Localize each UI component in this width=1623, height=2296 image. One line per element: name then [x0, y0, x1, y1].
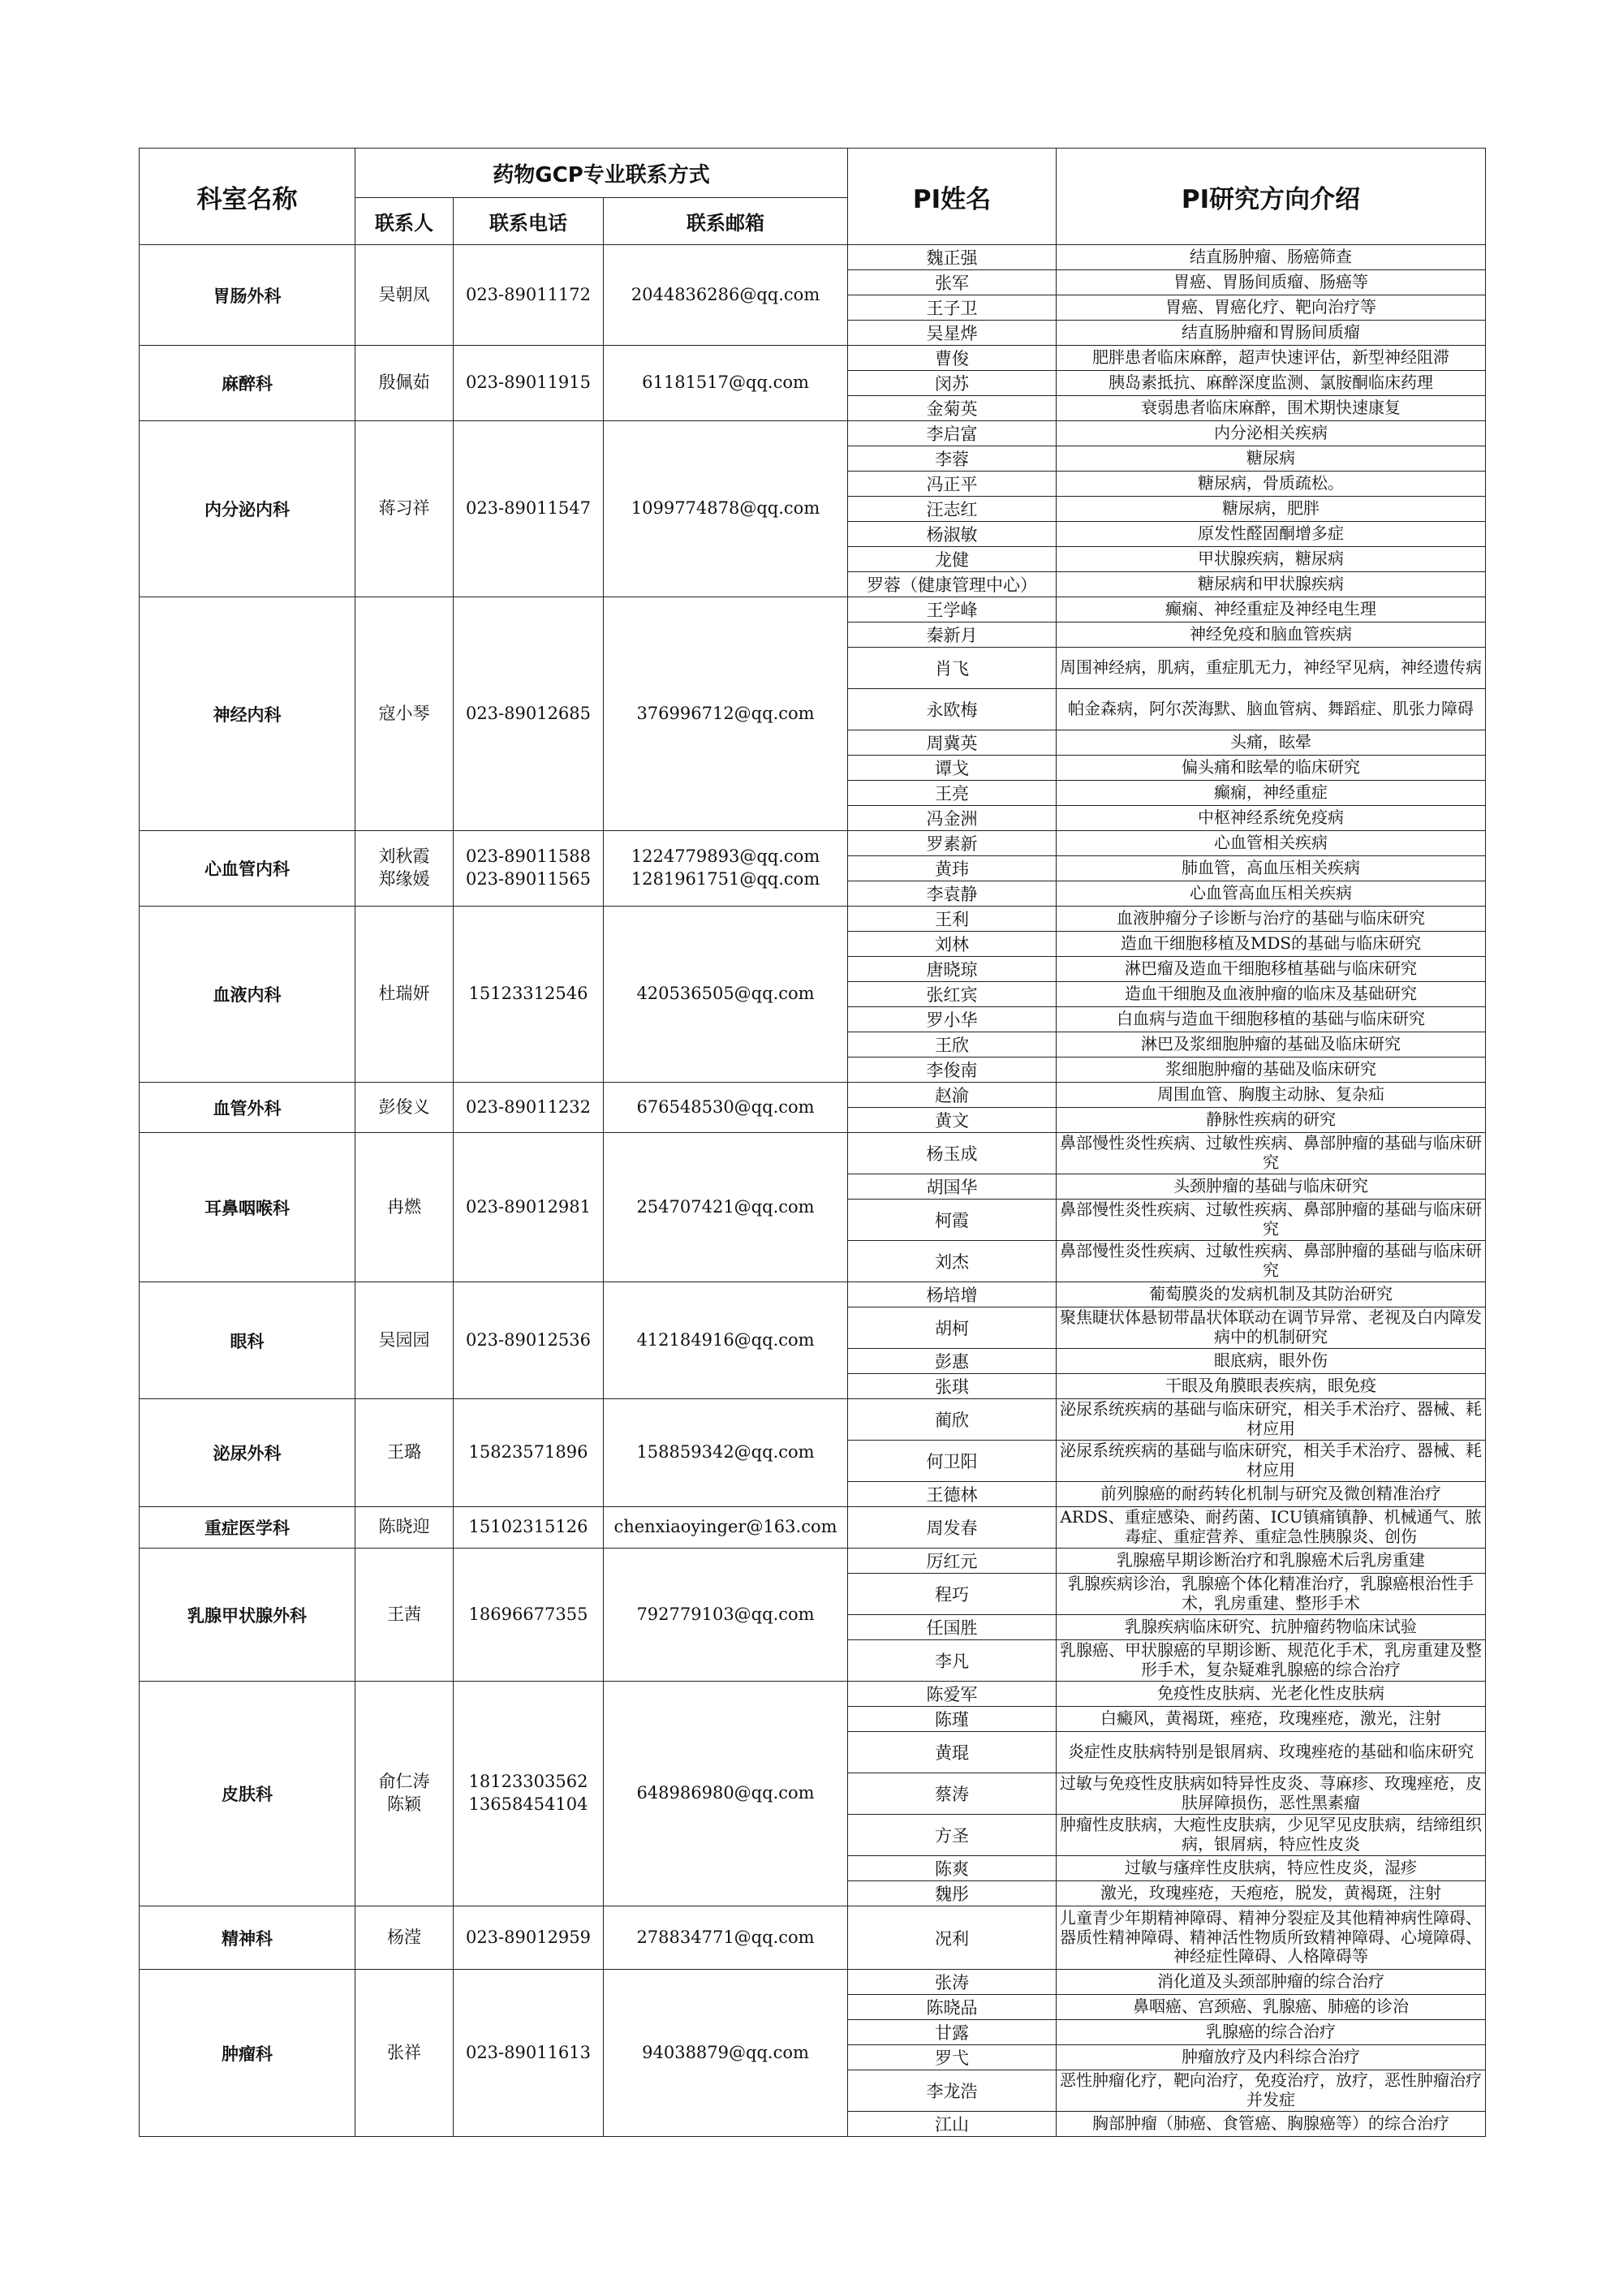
pi-research: 免疫性皮肤病、光老化性皮肤病 [1057, 1682, 1486, 1707]
contact-phone: 023-89011613 [454, 1970, 604, 2137]
pi-research: 泌尿系统疾病的基础与临床研究，相关手术治疗、器械、耗材应用 [1057, 1441, 1486, 1482]
contact-email: 278834771@qq.com [604, 1906, 848, 1970]
pi-research: 造血干细胞及血液肿瘤的临床及基础研究 [1057, 982, 1486, 1007]
pi-name: 谭戈 [848, 756, 1057, 781]
header-dept: 科室名称 [140, 149, 355, 245]
pi-research: 血液肿瘤分子诊断与治疗的基础与临床研究 [1057, 907, 1486, 932]
pi-name: 汪志红 [848, 497, 1057, 522]
pi-name: 江山 [848, 2112, 1057, 2137]
contact-phone: 023-89011588 023-89011565 [454, 831, 604, 907]
contact-email: 676548530@qq.com [604, 1083, 848, 1133]
contact-phone: 023-89011172 [454, 245, 604, 346]
header-contact-person: 联系人 [355, 198, 454, 245]
pi-research: 胃癌、胃癌化疗、靶向治疗等 [1057, 295, 1486, 321]
dept-name: 胃肠外科 [140, 245, 355, 346]
pi-research: 鼻部慢性炎性疾病、过敏性疾病、鼻部肿瘤的基础与临床研究 [1057, 1133, 1486, 1174]
pi-research: 内分泌相关疾病 [1057, 421, 1486, 446]
pi-name: 王利 [848, 907, 1057, 932]
pi-name: 周发春 [848, 1507, 1057, 1549]
pi-research: 甲状腺疾病，糖尿病 [1057, 547, 1486, 572]
pi-name: 龙健 [848, 547, 1057, 572]
pi-name: 任国胜 [848, 1615, 1057, 1640]
pi-name: 冯正平 [848, 472, 1057, 497]
pi-research: 干眼及角膜眼表疾病，眼免疫 [1057, 1374, 1486, 1399]
pi-name: 金菊英 [848, 396, 1057, 421]
contact-email: 158859342@qq.com [604, 1399, 848, 1507]
pi-research: 肥胖患者临床麻醉，超声快速评估，新型神经阻滞 [1057, 346, 1486, 371]
pi-research: 泌尿系统疾病的基础与临床研究，相关手术治疗、器械、耗材应用 [1057, 1399, 1486, 1441]
pi-research: 过敏与瘙痒性皮肤病，特应性皮炎，湿疹 [1057, 1856, 1486, 1881]
contact-email: 1224779893@qq.com 1281961751@qq.com [604, 831, 848, 907]
pi-name: 胡柯 [848, 1307, 1057, 1349]
table-row [140, 1399, 1486, 1441]
contact-email: 2044836286@qq.com [604, 245, 848, 346]
contact-person: 刘秋霞 郑缘媛 [355, 831, 454, 907]
pi-research: 浆细胞肿瘤的基础及临床研究 [1057, 1058, 1486, 1083]
pi-name: 罗素新 [848, 831, 1057, 856]
pi-research: 乳腺疾病诊治，乳腺癌个体化精准治疗，乳腺癌根治性手术，乳房重建、整形手术 [1057, 1574, 1486, 1615]
dept-name: 泌尿外科 [140, 1399, 355, 1507]
pi-research: 消化道及头颈部肿瘤的综合治疗 [1057, 1970, 1486, 1995]
table-row [140, 245, 1486, 270]
table-row [140, 1083, 1486, 1108]
pi-research: 乳腺癌早期诊断治疗和乳腺癌术后乳房重建 [1057, 1549, 1486, 1574]
contact-phone: 023-89011232 [454, 1083, 604, 1133]
pi-name: 彭惠 [848, 1349, 1057, 1374]
pi-name: 杨玉成 [848, 1133, 1057, 1174]
pi-name: 李蓉 [848, 446, 1057, 472]
dept-name: 耳鼻咽喉科 [140, 1133, 355, 1282]
contact-person: 陈晓迎 [355, 1507, 454, 1549]
contact-phone: 15123312546 [454, 907, 604, 1083]
pi-name: 李凡 [848, 1640, 1057, 1682]
dept-name: 乳腺甲状腺外科 [140, 1549, 355, 1682]
pi-research: 癫痫、神经重症及神经电生理 [1057, 597, 1486, 622]
contact-person: 冉燃 [355, 1133, 454, 1282]
contact-phone: 023-89012959 [454, 1906, 604, 1970]
contact-person: 殷佩茹 [355, 346, 454, 421]
contact-person: 张祥 [355, 1970, 454, 2137]
pi-research: 结直肠肿瘤、肠癌筛查 [1057, 245, 1486, 270]
pi-name: 秦新月 [848, 622, 1057, 648]
table-row [140, 597, 1486, 622]
pi-research: 白癜风，黄褐斑，痤疮，玫瑰痤疮，激光，注射 [1057, 1707, 1486, 1732]
pi-name: 甘露 [848, 2020, 1057, 2045]
header-email: 联系邮箱 [604, 198, 848, 245]
contact-phone: 023-89011915 [454, 346, 604, 421]
pi-research: 中枢神经系统免疫病 [1057, 806, 1486, 831]
pi-name: 陈瑾 [848, 1707, 1057, 1732]
pi-name: 陈晓品 [848, 1995, 1057, 2020]
pi-research: 衰弱患者临床麻醉，围术期快速康复 [1057, 396, 1486, 421]
header-pi-research: PI研究方向介绍 [1057, 149, 1486, 245]
table-row [140, 1133, 1486, 1174]
pi-research: 胰岛素抵抗、麻醉深度监测、氯胺酮临床药理 [1057, 371, 1486, 396]
table-row [140, 831, 1486, 856]
pi-name: 厉红元 [848, 1549, 1057, 1574]
header-contact-group: 药物GCP专业联系方式 [355, 149, 848, 198]
pi-name: 罗蓉（健康管理中心） [848, 572, 1057, 597]
contact-phone: 18123303562 13658454104 [454, 1682, 604, 1906]
table-row [140, 1906, 1486, 1970]
pi-name: 张琪 [848, 1374, 1057, 1399]
table-body [140, 245, 1486, 2137]
pi-research: 肿瘤放疗及内科综合治疗 [1057, 2045, 1486, 2070]
pi-name: 王学峰 [848, 597, 1057, 622]
contact-email: 792779103@qq.com [604, 1549, 848, 1682]
dept-name: 心血管内科 [140, 831, 355, 907]
pi-name: 黄玮 [848, 856, 1057, 881]
pi-name: 罗弋 [848, 2045, 1057, 2070]
pi-research: 乳腺癌、甲状腺癌的早期诊断、规范化手术，乳房重建及整形手术，复杂疑难乳腺癌的综合治疗 [1057, 1640, 1486, 1682]
contact-email: 254707421@qq.com [604, 1133, 848, 1282]
pi-research: 心血管相关疾病 [1057, 831, 1486, 856]
dept-name: 神经内科 [140, 597, 355, 831]
pi-research: 乳腺疾病临床研究、抗肿瘤药物临床试验 [1057, 1615, 1486, 1640]
pi-name: 吴星烨 [848, 321, 1057, 346]
dept-name: 重症医学科 [140, 1507, 355, 1549]
contact-person: 彭俊义 [355, 1083, 454, 1133]
contact-email: 1099774878@qq.com [604, 421, 848, 597]
pi-research: 癫痫，神经重症 [1057, 781, 1486, 806]
pi-name: 魏正强 [848, 245, 1057, 270]
pi-name: 冯金洲 [848, 806, 1057, 831]
dept-name: 眼科 [140, 1282, 355, 1399]
contact-phone: 023-89012536 [454, 1282, 604, 1399]
pi-research: 结直肠肿瘤和胃肠间质瘤 [1057, 321, 1486, 346]
pi-research: 心血管高血压相关疾病 [1057, 881, 1486, 907]
pi-name: 李启富 [848, 421, 1057, 446]
pi-research: 造血干细胞移植及MDS的基础与临床研究 [1057, 932, 1486, 957]
pi-research: 鼻咽癌、宫颈癌、乳腺癌、肺癌的诊治 [1057, 1995, 1486, 2020]
pi-research: 原发性醛固酮增多症 [1057, 522, 1486, 547]
pi-name: 魏彤 [848, 1881, 1057, 1906]
pi-name: 蔡涛 [848, 1773, 1057, 1815]
pi-name: 黄文 [848, 1108, 1057, 1133]
pi-name: 唐晓琼 [848, 957, 1057, 982]
pi-research: 鼻部慢性炎性疾病、过敏性疾病、鼻部肿瘤的基础与临床研究 [1057, 1241, 1486, 1282]
pi-research: 头痛，眩晕 [1057, 730, 1486, 756]
pi-research: 静脉性疾病的研究 [1057, 1108, 1486, 1133]
pi-name: 胡国华 [848, 1174, 1057, 1200]
contact-email: 61181517@qq.com [604, 346, 848, 421]
pi-research: 葡萄膜炎的发病机制及其防治研究 [1057, 1282, 1486, 1307]
pi-research: 糖尿病和甲状腺疾病 [1057, 572, 1486, 597]
pi-research: 淋巴瘤及造血干细胞移植基础与临床研究 [1057, 957, 1486, 982]
contact-person: 吴朝凤 [355, 245, 454, 346]
pi-research: 偏头痛和眩晕的临床研究 [1057, 756, 1486, 781]
pi-name: 李龙浩 [848, 2070, 1057, 2112]
dept-name: 皮肤科 [140, 1682, 355, 1906]
pi-research: 儿童青少年期精神障碍、精神分裂症及其他精神病性障碍、器质性精神障碍、精神活性物质所致精神障碍、心境障碍、神经症性障碍、人格障碍等 [1057, 1906, 1486, 1970]
pi-research: 炎症性皮肤病特别是银屑病、玫瑰痤疮的基础和临床研究 [1057, 1732, 1486, 1773]
header-phone: 联系电话 [454, 198, 604, 245]
pi-name: 周冀英 [848, 730, 1057, 756]
pi-research: 聚焦睫状体悬韧带晶状体联动在调节异常、老视及白内障发病中的机制研究 [1057, 1307, 1486, 1349]
pi-name: 程巧 [848, 1574, 1057, 1615]
pi-name: 永欧梅 [848, 689, 1057, 730]
table-row [140, 421, 1486, 446]
contact-email: 376996712@qq.com [604, 597, 848, 831]
pi-name: 陈爱军 [848, 1682, 1057, 1707]
pi-research: 鼻部慢性炎性疾病、过敏性疾病、鼻部肿瘤的基础与临床研究 [1057, 1200, 1486, 1241]
pi-name: 李俊南 [848, 1058, 1057, 1083]
contact-phone: 18696677355 [454, 1549, 604, 1682]
pi-name: 闵苏 [848, 371, 1057, 396]
dept-name: 麻醉科 [140, 346, 355, 421]
dept-name: 肿瘤科 [140, 1970, 355, 2137]
table-row [140, 1507, 1486, 1549]
pi-name: 赵渝 [848, 1083, 1057, 1108]
table-row [140, 1682, 1486, 1707]
pi-name: 刘杰 [848, 1241, 1057, 1282]
contact-email: 420536505@qq.com [604, 907, 848, 1083]
pi-name: 李袁静 [848, 881, 1057, 907]
pi-research: 白血病与造血干细胞移植的基础与临床研究 [1057, 1007, 1486, 1032]
pi-research: 淋巴及浆细胞肿瘤的基础及临床研究 [1057, 1032, 1486, 1058]
pi-name: 曹俊 [848, 346, 1057, 371]
pi-research: 眼底病，眼外伤 [1057, 1349, 1486, 1374]
contact-phone: 15102315126 [454, 1507, 604, 1549]
dept-name: 精神科 [140, 1906, 355, 1970]
pi-research: 前列腺癌的耐药转化机制与研究及微创精准治疗 [1057, 1482, 1486, 1507]
pi-name: 张军 [848, 270, 1057, 295]
contact-table [139, 148, 1486, 2137]
dept-name: 内分泌内科 [140, 421, 355, 597]
header-pi-name: PI姓名 [848, 149, 1057, 245]
contact-phone: 023-89012685 [454, 597, 604, 831]
contact-email: 412184916@qq.com [604, 1282, 848, 1399]
pi-name: 王欣 [848, 1032, 1057, 1058]
pi-research: 恶性肿瘤化疗，靶向治疗，免疫治疗，放疗，恶性肿瘤治疗并发症 [1057, 2070, 1486, 2112]
pi-research: 胸部肿瘤（肺癌、食管癌、胸腺癌等）的综合治疗 [1057, 2112, 1486, 2137]
pi-name: 王德林 [848, 1482, 1057, 1507]
pi-research: ARDS、重症感染、耐药菌、ICU镇痛镇静、机械通气、脓毒症、重症营养、重症急性胰腺炎、创伤 [1057, 1507, 1486, 1549]
pi-research: 胃癌、胃肠间质瘤、肠癌等 [1057, 270, 1486, 295]
pi-name: 张红宾 [848, 982, 1057, 1007]
pi-research: 头颈肿瘤的基础与临床研究 [1057, 1174, 1486, 1200]
table-row [140, 1549, 1486, 1574]
contact-person: 杜瑞妍 [355, 907, 454, 1083]
pi-name: 罗小华 [848, 1007, 1057, 1032]
pi-research: 过敏与免疫性皮肤病如特异性皮炎、荨麻疹、玫瑰痤疮，皮肤屏障损伤，恶性黑素瘤 [1057, 1773, 1486, 1815]
pi-research: 激光，玫瑰痤疮，天疱疮，脱发，黄褐斑，注射 [1057, 1881, 1486, 1906]
pi-research: 肺血管，高血压相关疾病 [1057, 856, 1486, 881]
pi-name: 黄琨 [848, 1732, 1057, 1773]
pi-name: 陈爽 [848, 1856, 1057, 1881]
pi-name: 王亮 [848, 781, 1057, 806]
contact-person: 吴园园 [355, 1282, 454, 1399]
contact-person: 王璐 [355, 1399, 454, 1507]
pi-research: 帕金森病，阿尔茨海默、脑血管病、舞蹈症、肌张力障碍 [1057, 689, 1486, 730]
pi-research: 乳腺癌的综合治疗 [1057, 2020, 1486, 2045]
pi-research: 周围神经病，肌病，重症肌无力，神经罕见病，神经遗传病 [1057, 648, 1486, 689]
pi-name: 肖飞 [848, 648, 1057, 689]
contact-email: chenxiaoyinger@163.com [604, 1507, 848, 1549]
pi-name: 柯霞 [848, 1200, 1057, 1241]
pi-name: 刘林 [848, 932, 1057, 957]
table-row [140, 1970, 1486, 1995]
contact-person: 王茜 [355, 1549, 454, 1682]
contact-person: 俞仁涛 陈颖 [355, 1682, 454, 1906]
pi-name: 况利 [848, 1906, 1057, 1970]
pi-name: 张涛 [848, 1970, 1057, 1995]
table-row [140, 907, 1486, 932]
contact-person: 蒋习祥 [355, 421, 454, 597]
pi-name: 方圣 [848, 1815, 1057, 1856]
pi-research: 肿瘤性皮肤病，大疱性皮肤病，少见罕见皮肤病，结缔组织病，银屑病，特应性皮炎 [1057, 1815, 1486, 1856]
pi-research: 糖尿病 [1057, 446, 1486, 472]
contact-phone: 023-89012981 [454, 1133, 604, 1282]
pi-research: 神经免疫和脑血管疾病 [1057, 622, 1486, 648]
contact-phone: 023-89011547 [454, 421, 604, 597]
pi-name: 杨培增 [848, 1282, 1057, 1307]
pi-research: 周围血管、胸腹主动脉、复杂疝 [1057, 1083, 1486, 1108]
contact-email: 94038879@qq.com [604, 1970, 848, 2137]
contact-person: 杨滢 [355, 1906, 454, 1970]
pi-name: 杨淑敏 [848, 522, 1057, 547]
pi-name: 王子卫 [848, 295, 1057, 321]
pi-research: 糖尿病，肥胖 [1057, 497, 1486, 522]
table-row [140, 346, 1486, 371]
dept-name: 血管外科 [140, 1083, 355, 1133]
contact-phone: 15823571896 [454, 1399, 604, 1507]
contact-email: 648986980@qq.com [604, 1682, 848, 1906]
pi-name: 蔺欣 [848, 1399, 1057, 1441]
pi-name: 何卫阳 [848, 1441, 1057, 1482]
dept-name: 血液内科 [140, 907, 355, 1083]
table-row [140, 1282, 1486, 1307]
pi-research: 糖尿病，骨质疏松。 [1057, 472, 1486, 497]
contact-person: 寇小琴 [355, 597, 454, 831]
